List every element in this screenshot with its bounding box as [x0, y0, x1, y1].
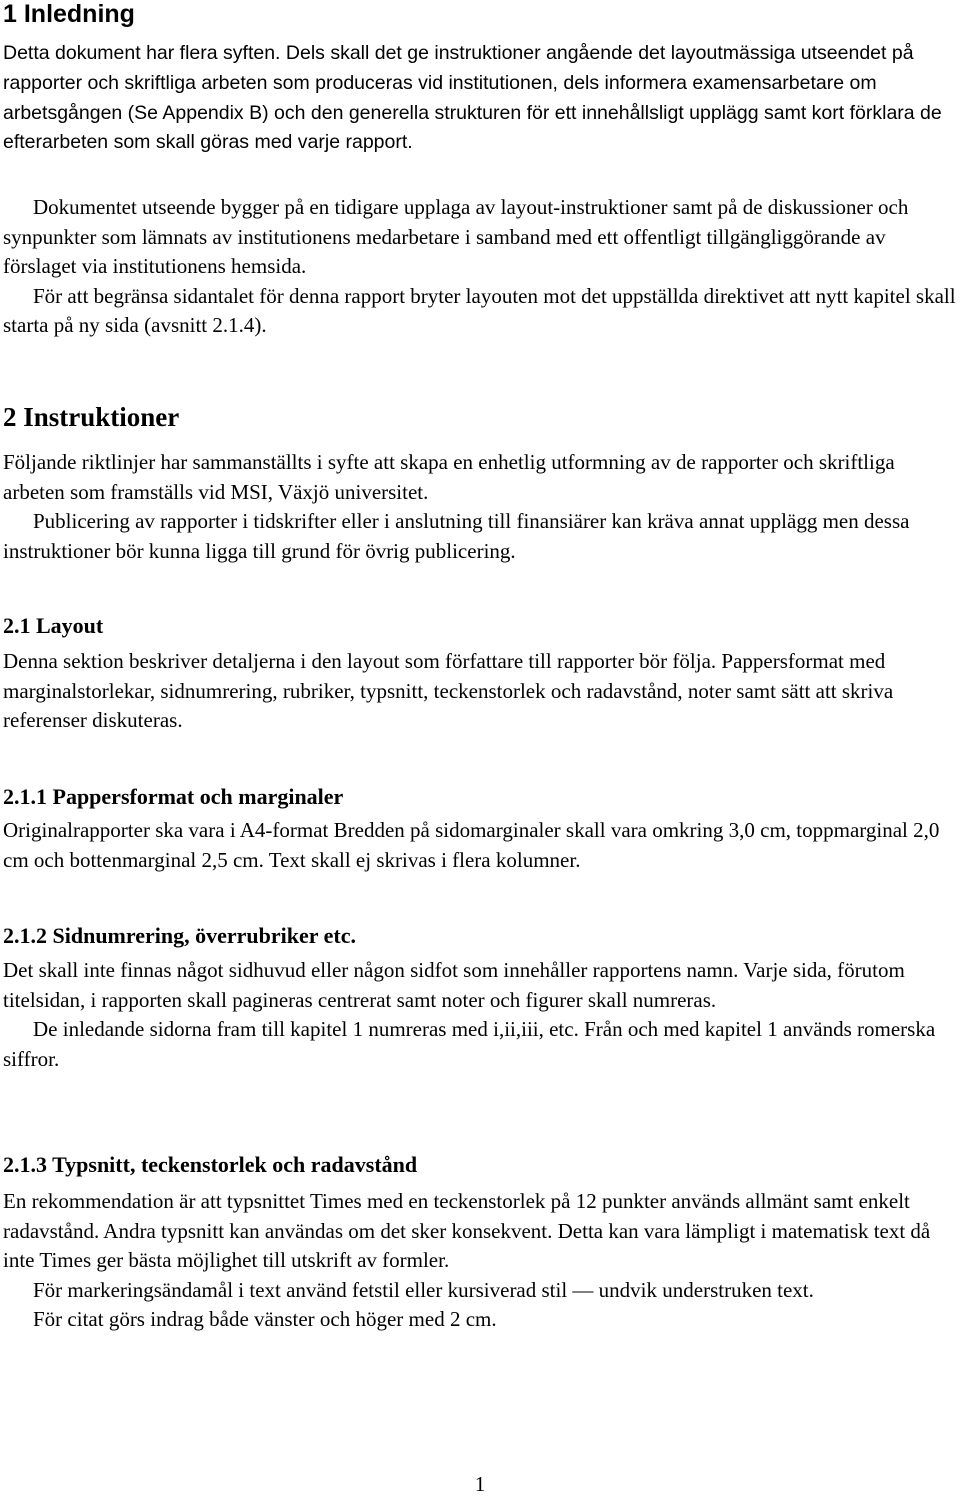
instruktioner-body [3, 448, 958, 566]
paragraph: Följande riktlinjer har sammanställts i syfte att skapa en enhetlig utformning av de rapporter och skriftliga arbeten som framställs vid MSI, Växjö universitet. [3, 450, 895, 504]
heading-typsnitt: 2.1.3 Typsnitt, teckenstorlek och radavstånd [3, 1152, 418, 1177]
paragraph: Detta dokument har flera syften. Dels skall det ge instruktioner angående det layoutmässiga utseendet på rapporter och skriftliga arbeten som produceras vid institutionen, dels informera examensarbetare om arbetsgången (Se Appendix B) och den generella strukturen för ett innehållsligt upplägg samt kort förklara de efterarbeten som skall göras med varje rapport. [3, 42, 942, 154]
paragraph: För markeringsändamål i text använd fetstil eller kursiverad stil — undvik understruken text. [33, 1277, 814, 1302]
paragraph: För att begränsa sidantalet för denna rapport bryter layouten mot det uppställda direktivet att nytt kapitel skall starta på ny sida (avsnitt 2.1.4). [3, 283, 956, 338]
heading-layout: 2.1 Layout [3, 613, 104, 638]
sidnumrering-body [3, 956, 958, 1074]
inledning-body-serif [3, 193, 958, 341]
paragraph: Denna sektion beskriver detaljerna i den layout som författare till rapporter bör följa. Pappersformat med marginalstorlekar, sidnumrering, rubriker, typsnitt, teckenstorlek och radavstånd, noter samt sätt att skriva referenser diskuteras. [3, 649, 894, 733]
layout-body [3, 647, 958, 736]
inledning-body [3, 39, 958, 158]
paragraph: Originalrapporter ska vara i A4-format Bredden på sidomarginaler skall vara omkring 3,0 cm, toppmarginal 2,0 cm och bottenmarginal 2,5 cm. Text skall ej skrivas i flera kolumner. [3, 818, 940, 872]
paragraph: Dokumentet utseende bygger på en tidigare upplaga av layout-instruktioner samt på de diskussioner och synpunkter som lämnats av institutionens medarbetare i samband med ett offentligt tillgängliggörande av förslaget via institutionens hemsida. [3, 195, 909, 279]
heading-sidnumrering: 2.1.2 Sidnumrering, överrubriker etc. [3, 923, 356, 948]
paragraph: De inledande sidorna fram till kapitel 1 numreras med i,ii,iii, etc. Från och med kapitel 1 används romerska siffror. [3, 1017, 936, 1071]
paragraph: Det skall inte finnas något sidhuvud eller någon sidfot som innehåller rapportens namn. Varje sida, förutom titelsidan, i rapporten skall pagineras centrerat samt noter och figurer skall numreras. [3, 958, 905, 1012]
paragraph: För citat görs indrag både vänster och höger med 2 cm. [33, 1307, 497, 1332]
heading-instruktioner: 2 Instruktioner [3, 402, 180, 432]
page-number: 1 [474, 1472, 486, 1496]
heading-pappersformat: 2.1.1 Pappersformat och marginaler [3, 784, 344, 809]
paragraph: En rekommendation är att typsnittet Times med en teckenstorlek på 12 punkter används allmänt samt enkelt radavstånd. Andra typsnitt kan användas om det sker konsekvent. Detta kan vara lämpligt i matematisk text då inte Times ger bästa möjlighet till utskrift av formler. [3, 1189, 931, 1273]
heading-inledning: 1 Inledning [3, 0, 135, 28]
typsnitt-body [3, 1187, 958, 1335]
pappersformat-body [3, 816, 958, 875]
paragraph: Publicering av rapporter i tidskrifter eller i anslutning till finansiärer kan kräva annat upplägg men dessa instruktioner bör kunna ligga till grund för övrig publicering. [3, 509, 910, 563]
